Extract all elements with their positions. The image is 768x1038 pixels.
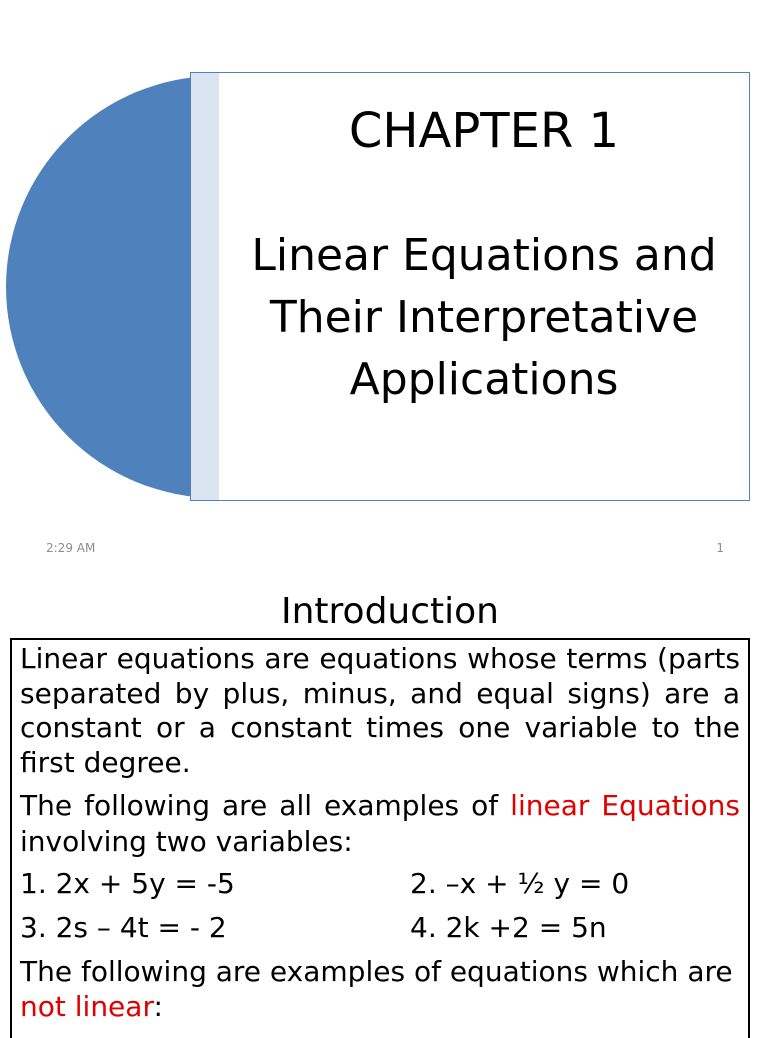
slide-page-number: 1 <box>716 541 724 555</box>
slide-title: Linear Equations and Their Interpretative Applications <box>251 230 717 405</box>
title-box <box>190 72 750 501</box>
equation-example-2: 2. –x + ½ y = 0 <box>410 867 630 900</box>
examples-intro-paragraph <box>20 788 740 859</box>
nonlinear-intro-tail: : <box>153 990 163 1023</box>
definition-paragraph: Linear equations are equations whose terms (parts separated by plus, minus, and equal signs) are a constant or a constant times one variable to the first degree. <box>20 642 740 779</box>
chapter-label: CHAPTER 1 <box>348 103 620 159</box>
introduction-heading: Introduction <box>280 591 499 632</box>
slide-footer-time: 2:29 AM <box>46 541 96 555</box>
linear-equations-highlight: linear Equations <box>510 789 740 822</box>
title-box-accent-strip <box>191 73 219 500</box>
equation-example-1: 1. 2x + 5y = -5 <box>20 867 235 900</box>
nonlinear-intro-text: The following are examples of equations which are <box>20 955 733 988</box>
not-linear-highlight: not linear <box>20 990 154 1023</box>
equation-example-4: 4. 2k +2 = 5n <box>410 911 607 944</box>
equation-example-3: 3. 2s – 4t = - 2 <box>20 911 227 944</box>
examples-intro-text: The following are all examples of <box>20 789 511 822</box>
nonlinear-intro-paragraph <box>20 954 740 1024</box>
examples-intro-tail: involving two variables: <box>20 824 353 858</box>
